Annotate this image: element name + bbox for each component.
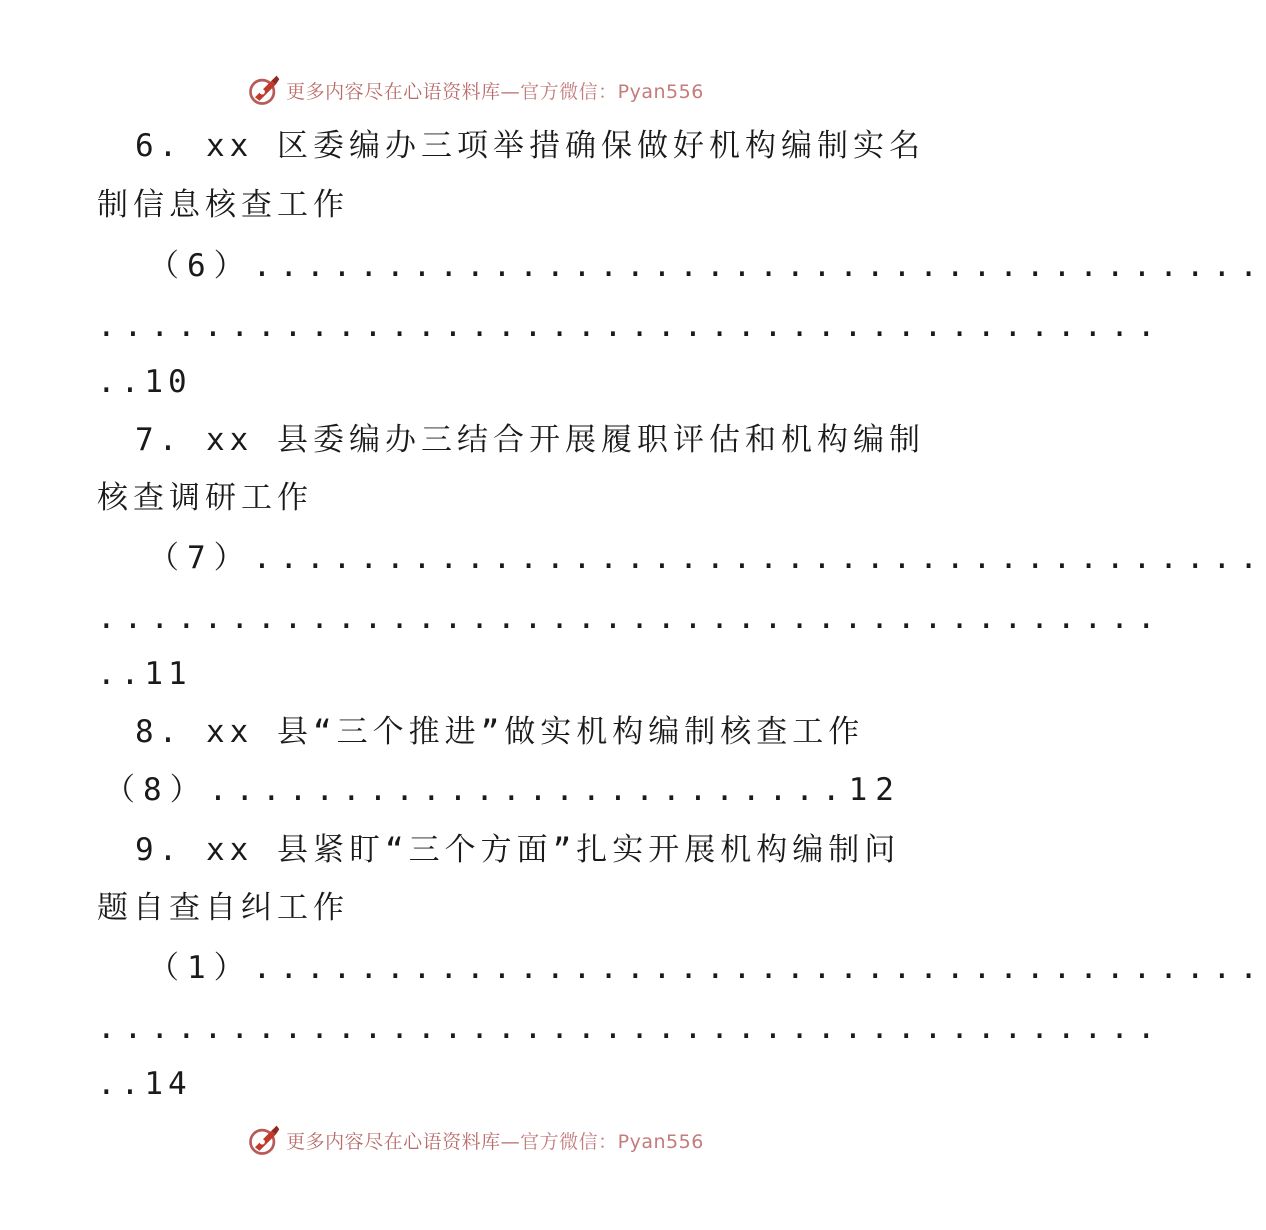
toc-entry-8-title-line1: 8. xx 县“三个推进”做实机构编制核查工作 [135, 714, 865, 750]
toc-entry-6-leader-line2: ........................................ [97, 308, 1164, 344]
toc-entry-6-page: ..10 [97, 364, 192, 400]
footer-watermark [0, 1120, 950, 1160]
toc-entry-7-leader-line2: ........................................ [97, 600, 1164, 636]
toc-entry-8-leader-line: （8）........................12 [104, 772, 902, 808]
pen-logo-icon [246, 72, 282, 108]
toc-entry-6-title-line2: 制信息核查工作 [97, 187, 349, 223]
toc-entry-7-page: ..11 [97, 656, 192, 692]
toc-entry-9-page: ..14 [97, 1066, 192, 1102]
toc-entry-9-leader-line1 [148, 948, 1266, 988]
toc-entry-9-dots1: ...................................... [252, 950, 1266, 986]
toc-entry-9-leader-line2: ........................................ [97, 1010, 1164, 1046]
toc-entry-9-title-line1: 9. xx 县紧盯“三个方面”扎实开展机构编制问 [135, 832, 901, 868]
watermark-text: 更多内容尽在心语资料库—官方微信：Pyan556 [286, 1130, 704, 1153]
watermark-text: 更多内容尽在心语资料库—官方微信：Pyan556 [286, 80, 704, 103]
brand [246, 72, 704, 108]
toc-entry-7-title-line1: 7. xx 县委编办三结合开展履职评估和机构编制 [135, 422, 925, 458]
toc-entry-7-marker: （7） [148, 540, 253, 576]
toc-entry-6-marker: （6） [148, 248, 253, 284]
toc-entry-7-title-line2: 核查调研工作 [97, 480, 313, 516]
toc-entry-9-title-line2: 题自查自纠工作 [97, 890, 349, 926]
header-watermark [0, 70, 950, 110]
toc-entry-6-leader-line1 [148, 246, 1266, 286]
toc-entry-7-dots1: ...................................... [252, 540, 1266, 576]
toc-entry-6-title-line1: 6. xx 区委编办三项举措确保做好机构编制实名 [135, 128, 925, 164]
pen-logo-icon [246, 1122, 282, 1158]
toc-entry-7-leader-line1 [148, 538, 1266, 578]
brand [246, 1122, 704, 1158]
toc-entry-6-dots1: ...................................... [252, 248, 1266, 284]
toc-entry-9-marker: （1） [148, 950, 253, 986]
